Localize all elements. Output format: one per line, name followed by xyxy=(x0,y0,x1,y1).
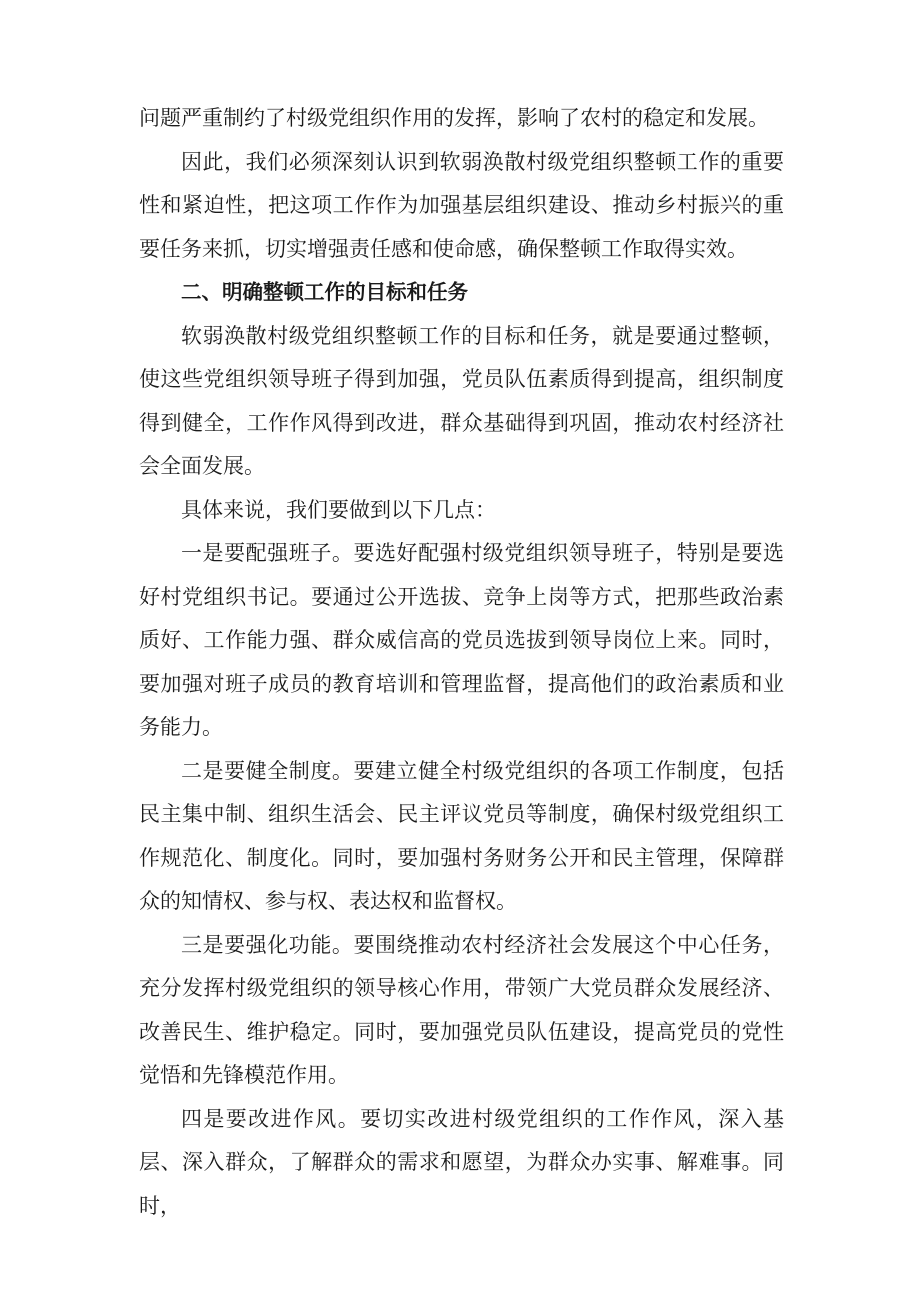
paragraph-goals: 软弱涣散村级党组织整顿工作的目标和任务，就是要通过整顿，使这些党组织领导班子得到加强，党员队伍素质得到提高，组织制度得到健全，工作作风得到改进，群众基础得到巩固，推动农村经济社会全面发展。 xyxy=(139,323,784,478)
paragraph-point-two: 二是要健全制度。要建立健全村级党组织的各项工作制度，包括民主集中制、组织生活会、民主评议党员等制度，确保村级党组织工作规范化、制度化。同时，要加强村务财务公开和民主管理，保障群众的知情权、参与权、表达权和监督权。 xyxy=(139,758,784,913)
paragraph-importance: 因此，我们必须深刻认识到软弱涣散村级党组织整顿工作的重要性和紧迫性，把这项工作作为加强基层组织建设、推动乡村振兴的重要任务来抓，切实增强责任感和使命感，确保整顿工作取得实效。 xyxy=(139,149,784,261)
paragraph-continuation: 问题严重制约了村级党组织作用的发挥，影响了农村的稳定和发展。 xyxy=(139,106,769,130)
section-heading-goals: 二、明确整顿工作的目标和任务 xyxy=(181,280,468,304)
document-body xyxy=(139,97,784,1228)
paragraph-point-one: 一是要配强班子。要选好配强村级党组织领导班子，特别是要选好村党组织书记。要通过公开选拔、竞争上岗等方式，把那些政治素质好、工作能力强、群众威信高的党员选拔到领导岗位上来。同时，要加强对班子成员的教育培训和管理监督，提高他们的政治素质和业务能力。 xyxy=(139,541,784,739)
paragraph-specifics-intro: 具体来说，我们要做到以下几点： xyxy=(181,497,496,522)
paragraph-point-four: 四是要改进作风。要切实改进村级党组织的工作作风，深入基层、深入群众，了解群众的需求和愿望，为群众办实事、解难事。同时， xyxy=(139,1106,784,1218)
paragraph-point-three: 三是要强化功能。要围绕推动农村经济社会发展这个中心任务，充分发挥村级党组织的领导核心作用，带领广大党员群众发展经济、改善民生、维护稳定。同时，要加强党员队伍建设，提高党员的党性觉悟和先锋模范作用。 xyxy=(139,932,784,1087)
